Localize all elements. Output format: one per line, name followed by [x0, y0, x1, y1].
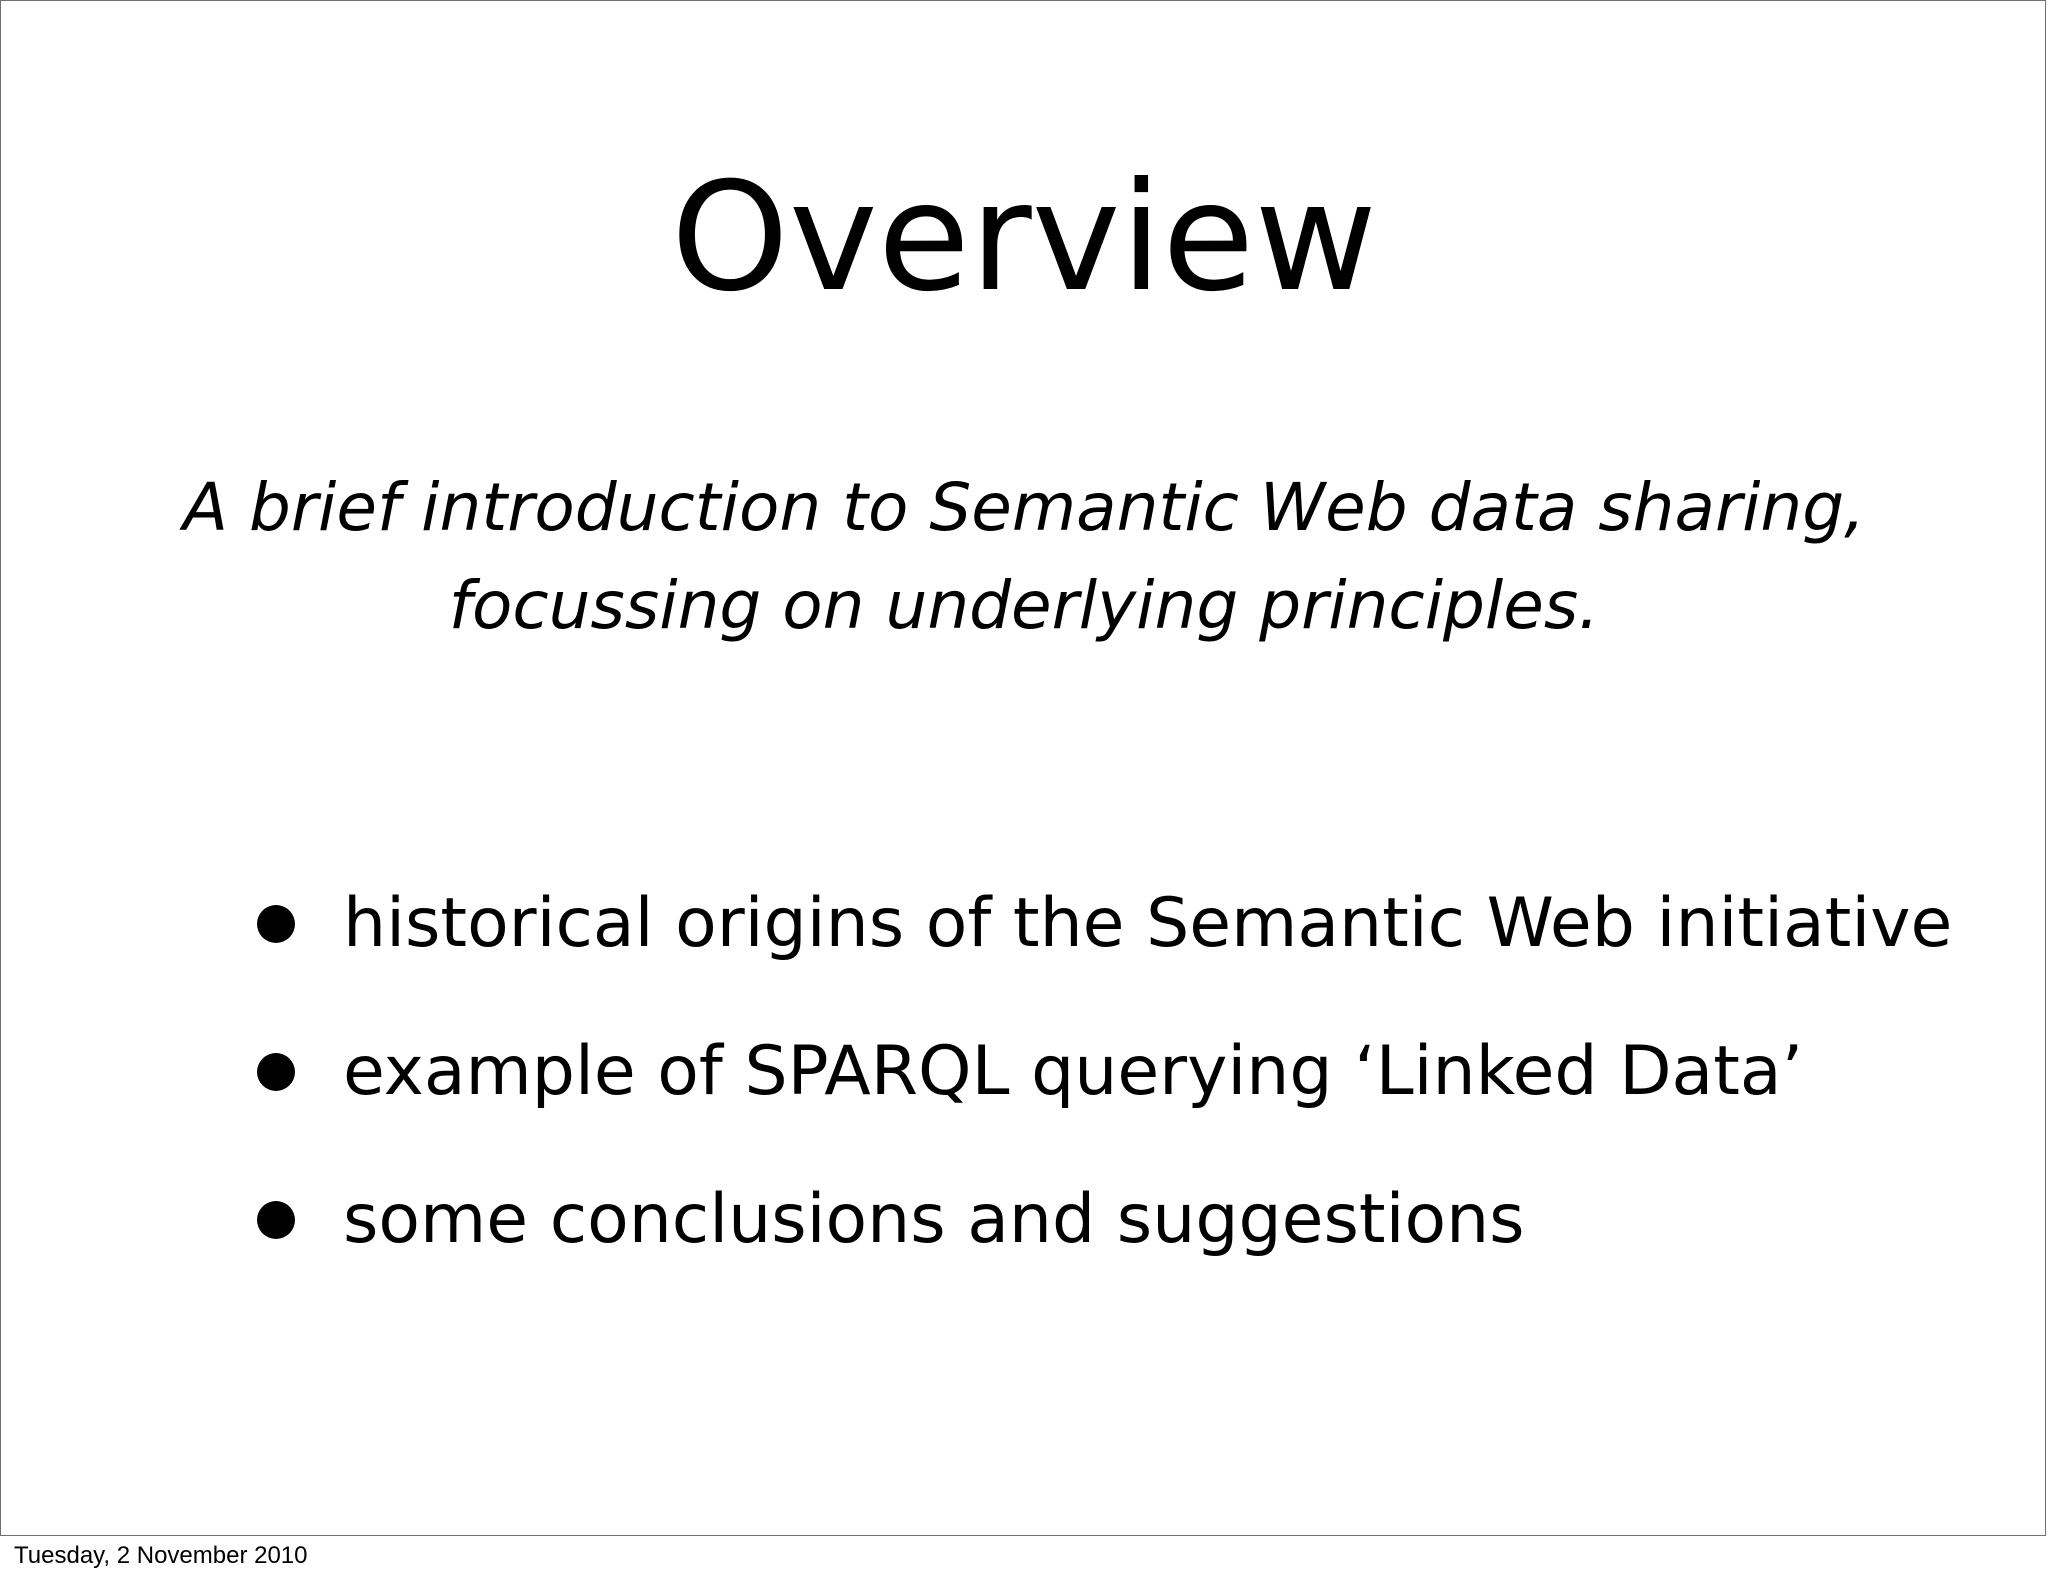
bullet-dot-icon: [257, 905, 295, 943]
slide-subtitle: [151, 459, 1897, 655]
bullet-item: [251, 1017, 2031, 1165]
bullet-item: [251, 1165, 2031, 1313]
subtitle-line-2: focussing on underlying principles.: [448, 567, 1600, 644]
footer-date: Tuesday, 2 November 2010: [14, 1542, 308, 1569]
subtitle-line-1: A brief introduction to Semantic Web data sharing,: [182, 469, 1866, 546]
bullet-item: [251, 869, 2031, 1017]
bullet-text: some conclusions and suggestions: [343, 1180, 1525, 1259]
bullet-list: [251, 869, 2031, 1313]
bullet-text: historical origins of the Semantic Web initiative: [343, 884, 1953, 963]
slide-title: Overview: [670, 151, 1378, 325]
bullet-dot-icon: [257, 1201, 295, 1239]
bullet-dot-icon: [257, 1053, 295, 1091]
bullet-text: example of SPARQL querying ‘Linked Data’: [343, 1032, 1804, 1111]
